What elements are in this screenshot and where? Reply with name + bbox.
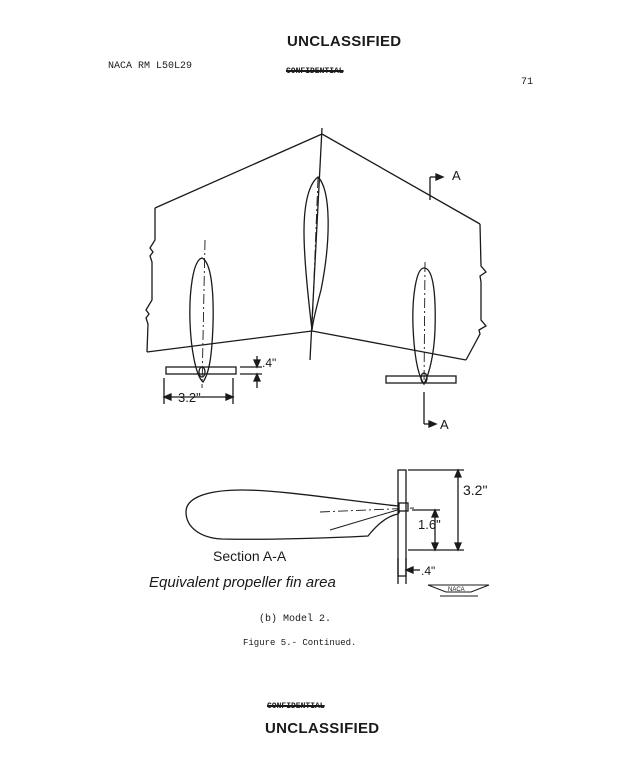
right-nacelle	[386, 262, 456, 388]
wing-right-tip-break	[466, 224, 486, 360]
section-cut-line	[424, 174, 443, 427]
struck-marking-bottom: CONFIDENTIAL	[267, 702, 325, 711]
area-caption: Equivalent propeller fin area	[149, 574, 336, 591]
height-inner-label: 1.6"	[418, 517, 441, 532]
left-nacelle	[166, 240, 236, 388]
report-id: NACA RM L50L29	[108, 61, 193, 72]
fin-thickness-label: .4"	[262, 356, 277, 370]
thickness-label: .4"	[421, 564, 436, 578]
section-title: Section A-A	[213, 548, 287, 564]
wing-trailing-edge	[147, 331, 466, 360]
struck-marking-top: CONFIDENTIAL	[286, 67, 344, 76]
classification-stamp-bottom: UNCLASSIFIED	[265, 720, 380, 737]
wing-left-tip-break	[146, 208, 155, 352]
figure-caption: Figure 5.- Continued.	[243, 638, 357, 648]
nacelle-width-label: 3.2"	[178, 390, 201, 405]
page-number: 71	[521, 77, 534, 88]
logo-text: NACA	[448, 587, 465, 593]
height-outer-label: 3.2"	[463, 482, 488, 498]
section-marker-bottom: A	[440, 417, 449, 432]
classification-stamp-top: UNCLASSIFIED	[287, 33, 402, 50]
figure-subcaption: (b) Model 2.	[259, 614, 332, 625]
section-marker-top: A	[452, 168, 461, 183]
